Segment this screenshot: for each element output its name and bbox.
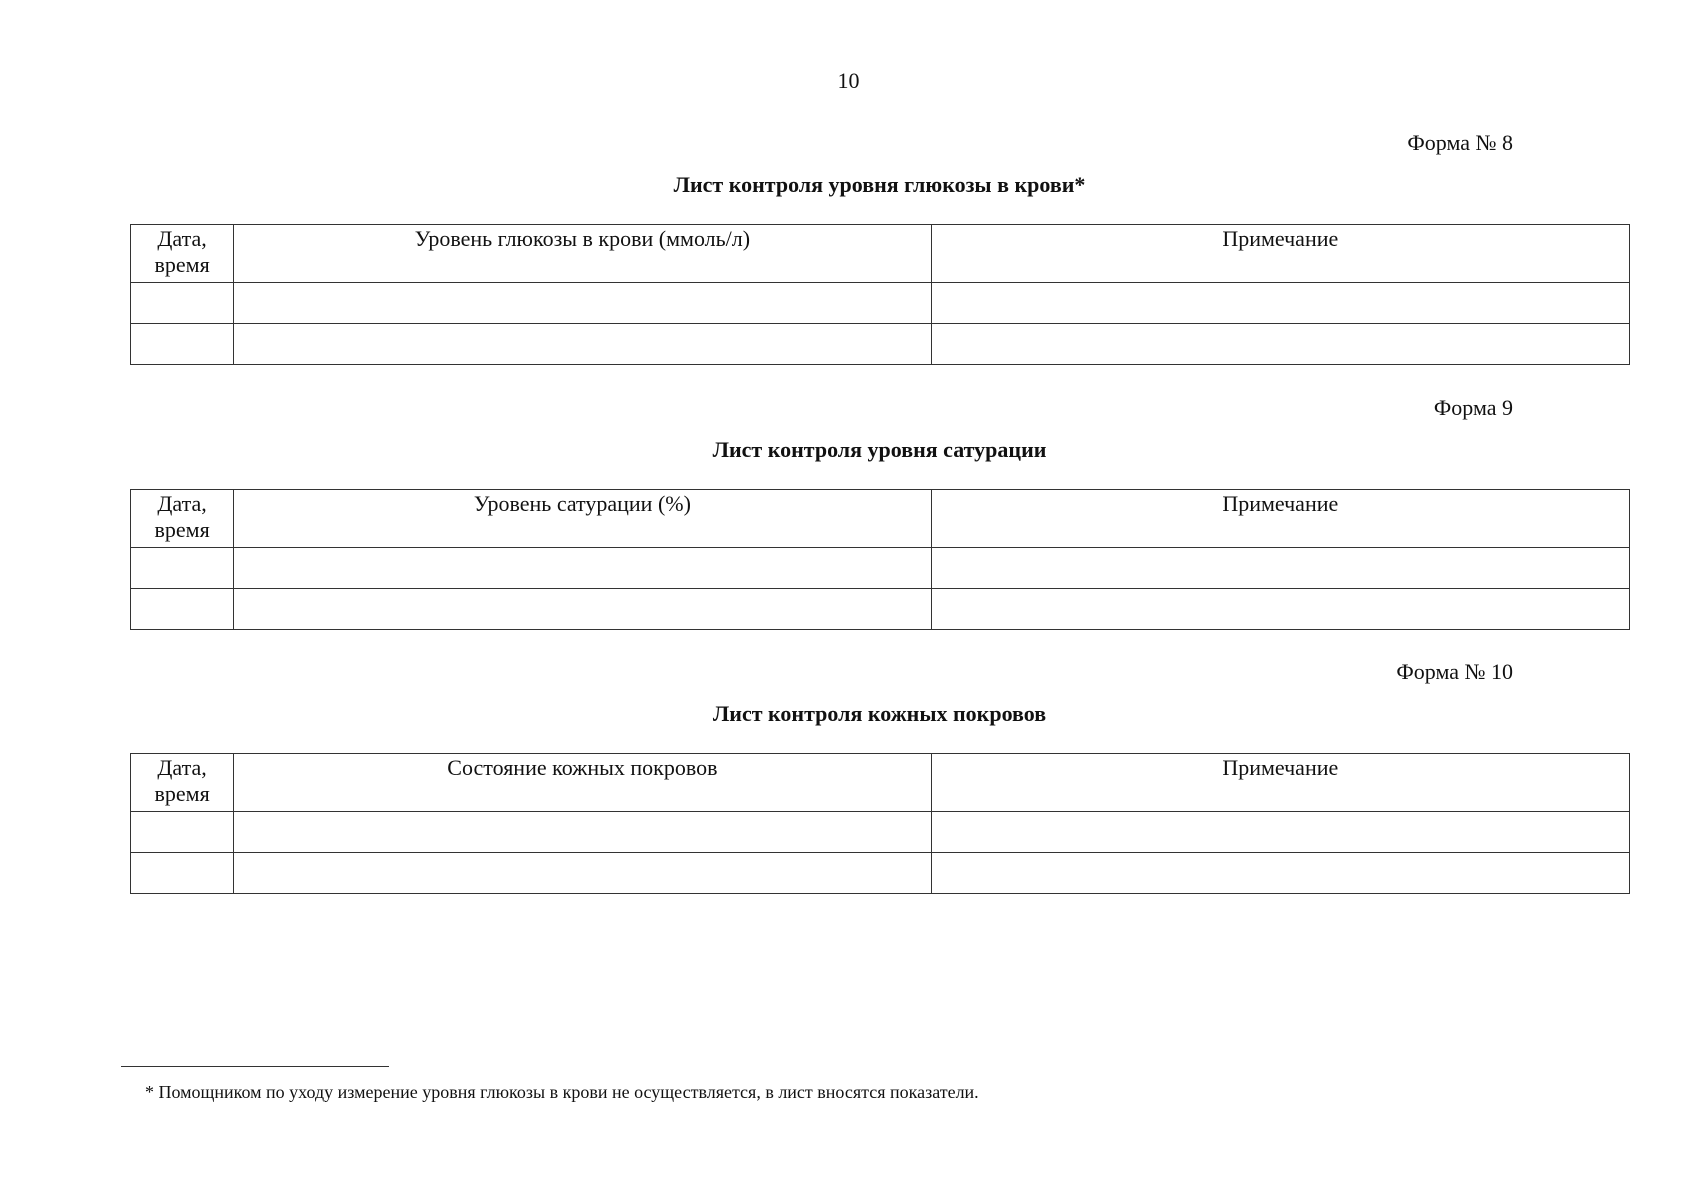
skin-control-table [130, 753, 1630, 894]
page-number: 10 [837, 68, 860, 93]
table-header-row [131, 490, 1630, 548]
form-10-label: Форма № 10 [1396, 659, 1513, 684]
form-9-title: Лист контроля уровня сатурации [712, 437, 1047, 462]
saturation-control-table [130, 489, 1630, 630]
table-row [131, 589, 1630, 630]
cell-note[interactable] [931, 548, 1629, 589]
header-date-time: Дата, время [131, 490, 234, 548]
header-note: Примечание [931, 225, 1629, 283]
header-note: Примечание [931, 754, 1629, 812]
glucose-control-table [130, 224, 1630, 365]
cell-date-time[interactable] [131, 283, 234, 324]
cell-date-time[interactable] [131, 853, 234, 894]
cell-saturation-level[interactable] [234, 589, 931, 630]
cell-glucose-level[interactable] [234, 324, 931, 365]
cell-glucose-level[interactable] [234, 283, 931, 324]
table-header-row [131, 225, 1630, 283]
table-row [131, 324, 1630, 365]
form-9-label: Форма 9 [1433, 395, 1513, 420]
cell-skin-condition[interactable] [234, 853, 931, 894]
header-skin-condition: Состояние кожных покровов [234, 754, 931, 812]
table-row [131, 853, 1630, 894]
table-header-row [131, 754, 1630, 812]
cell-date-time[interactable] [131, 548, 234, 589]
cell-skin-condition[interactable] [234, 812, 931, 853]
cell-note[interactable] [931, 283, 1629, 324]
cell-note[interactable] [931, 589, 1629, 630]
cell-note[interactable] [931, 853, 1629, 894]
header-note: Примечание [931, 490, 1629, 548]
cell-note[interactable] [931, 324, 1629, 365]
header-glucose-level: Уровень глюкозы в крови (ммоль/л) [234, 225, 931, 283]
table-row [131, 548, 1630, 589]
footnote: * Помощником по уходу измерение уровня глюкозы в крови не осуществляется, в лист вносятся показатели. [145, 1082, 979, 1102]
cell-date-time[interactable] [131, 324, 234, 365]
cell-note[interactable] [931, 812, 1629, 853]
header-date-time: Дата, время [131, 754, 234, 812]
table-row [131, 283, 1630, 324]
form-8-title: Лист контроля уровня глюкозы в крови* [673, 172, 1086, 197]
footnote-separator [121, 1066, 389, 1067]
form-10-title: Лист контроля кожных покровов [712, 701, 1047, 726]
cell-date-time[interactable] [131, 589, 234, 630]
cell-date-time[interactable] [131, 812, 234, 853]
header-date-time: Дата, время [131, 225, 234, 283]
form-8-label: Форма № 8 [1407, 130, 1513, 155]
table-row [131, 812, 1630, 853]
header-saturation-level: Уровень сатурации (%) [234, 490, 931, 548]
cell-saturation-level[interactable] [234, 548, 931, 589]
